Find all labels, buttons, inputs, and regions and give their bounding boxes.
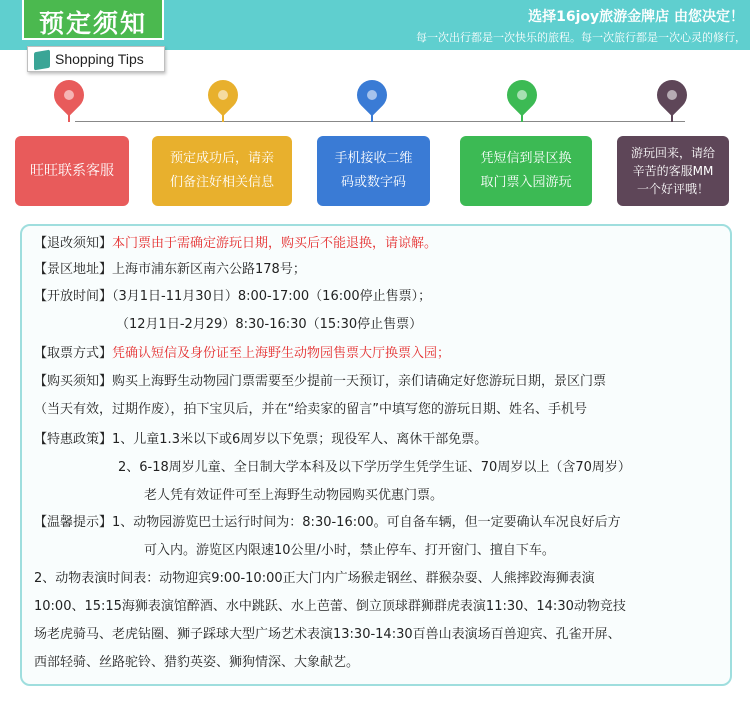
step-leave-review [617, 136, 729, 206]
discount-line-3: 老人凭有效证件可至上海野生动物园购买优惠门票。 [144, 488, 444, 503]
show-schedule-line-2: 10:00、15:15海狮表演馆醉酒、水中跳跃、水上芭蕾、倒立顶球群狮群虎表演11:30、14:30动物竞技 [34, 599, 626, 614]
step-redeem-ticket [460, 136, 592, 206]
tips-label: 【温馨提示】 [34, 515, 113, 530]
step-label: 凭短信到景区换 取门票入园游玩 [480, 151, 572, 190]
header-banner [0, 0, 750, 50]
page-title: 预定须知 [38, 9, 147, 38]
tips-line-1: 1、动物园游览巴士运行时间为：8:30-16:00。可自备车辆，但一定要确认车况良好后方 [112, 515, 621, 530]
timeline-line [75, 121, 685, 122]
tips-line-2: 可入内。游览区内限速10公里/小时，禁止停车、打开窗门、擅自下车。 [144, 543, 555, 558]
travel-motto: 每一次出行都是一次快乐的旅程。每一次旅行都是一次心灵的修行， [416, 31, 746, 44]
purchase-line-2: （当天有效，过期作废），拍下宝贝后，并在“给卖家的留言”中填写您的游玩日期、姓名、手机号 [34, 402, 587, 417]
discount-line-2: 2、6-18周岁儿童、全日制大学本科及以下学历学生凭学生证、70周岁以上（含70周岁） [118, 460, 631, 475]
discount-policy [34, 428, 487, 447]
show-schedule-line-1: 2、动物表演时间表：动物迎宾9:00-10:00正大门内广场猴走钢丝、群猴杂耍、人熊摔跤海狮表演 [34, 571, 595, 586]
step-label: 旺旺联系客服 [30, 163, 114, 179]
step-receive-code [317, 136, 430, 206]
pin-stem [371, 110, 373, 122]
store-slogan: 选择16joy旅游金牌店 由您决定！ [528, 9, 744, 25]
book-icon [34, 50, 50, 71]
opening-hours-winter: （12月1日-2月29）8:30-16:30（15:30停止售票） [116, 317, 423, 332]
purchase-line-1: 购买上海野生动物园门票需要至少提前一天预订，亲们请确定好您游玩日期，景区门票 [112, 374, 607, 389]
hours-label: 【开放时间】 [34, 289, 113, 304]
pin-stem [222, 110, 224, 122]
scenic-address [34, 258, 306, 277]
discount-line-1: 1、儿童1.3米以下或6周岁以下免票；现役军人、离休干部免票。 [112, 432, 488, 447]
hours-line-1: （3月1日-11月30日）8:00-17:00（16:00停止售票）； [112, 289, 432, 304]
purchase-notice [34, 370, 606, 389]
step-label: 预定成功后，请亲 们备注好相关信息 [169, 151, 274, 190]
show-schedule-line-3: 场老虎骑马、老虎钻圈、狮子踩球大型广场艺术表演13:30-14:30百兽山表演场百兽迎宾、孔雀开屏、 [34, 627, 621, 642]
pickup-text: 凭确认短信及身份证至上海野生动物园售票大厅换票入园； [112, 346, 451, 361]
warm-tips [34, 511, 621, 530]
address-text: 上海市浦东新区南六公路178号； [112, 262, 306, 277]
refund-text: 本门票由于需确定游玩日期，购买后不能退换，请谅解。 [112, 236, 438, 251]
step-label: 手机接收二维 码或数字码 [334, 151, 413, 190]
purchase-label: 【购买须知】 [34, 374, 113, 389]
shopping-tips-label: Shopping Tips [55, 51, 144, 67]
refund-policy [34, 232, 437, 251]
ticket-pickup [34, 342, 450, 361]
pin-stem [671, 110, 673, 122]
shopping-tips-tab [27, 46, 165, 72]
discount-label: 【特惠政策】 [34, 432, 113, 447]
address-label: 【景区地址】 [34, 262, 113, 277]
step-booking-info [152, 136, 292, 206]
title-badge [22, 0, 164, 40]
step-label: 游玩回来，请给 辛苦的客服MM 一个好评哦！ [630, 146, 715, 196]
refund-label: 【退改须知】 [34, 236, 113, 251]
opening-hours [34, 285, 431, 304]
show-schedule-line-4: 西部轻骑、丝路驼铃、猎豹英姿、狮狗情深、大象献艺。 [34, 655, 360, 670]
pickup-label: 【取票方式】 [34, 346, 113, 361]
pin-stem [521, 110, 523, 122]
pin-stem [68, 110, 70, 122]
step-contact-service [15, 136, 129, 206]
